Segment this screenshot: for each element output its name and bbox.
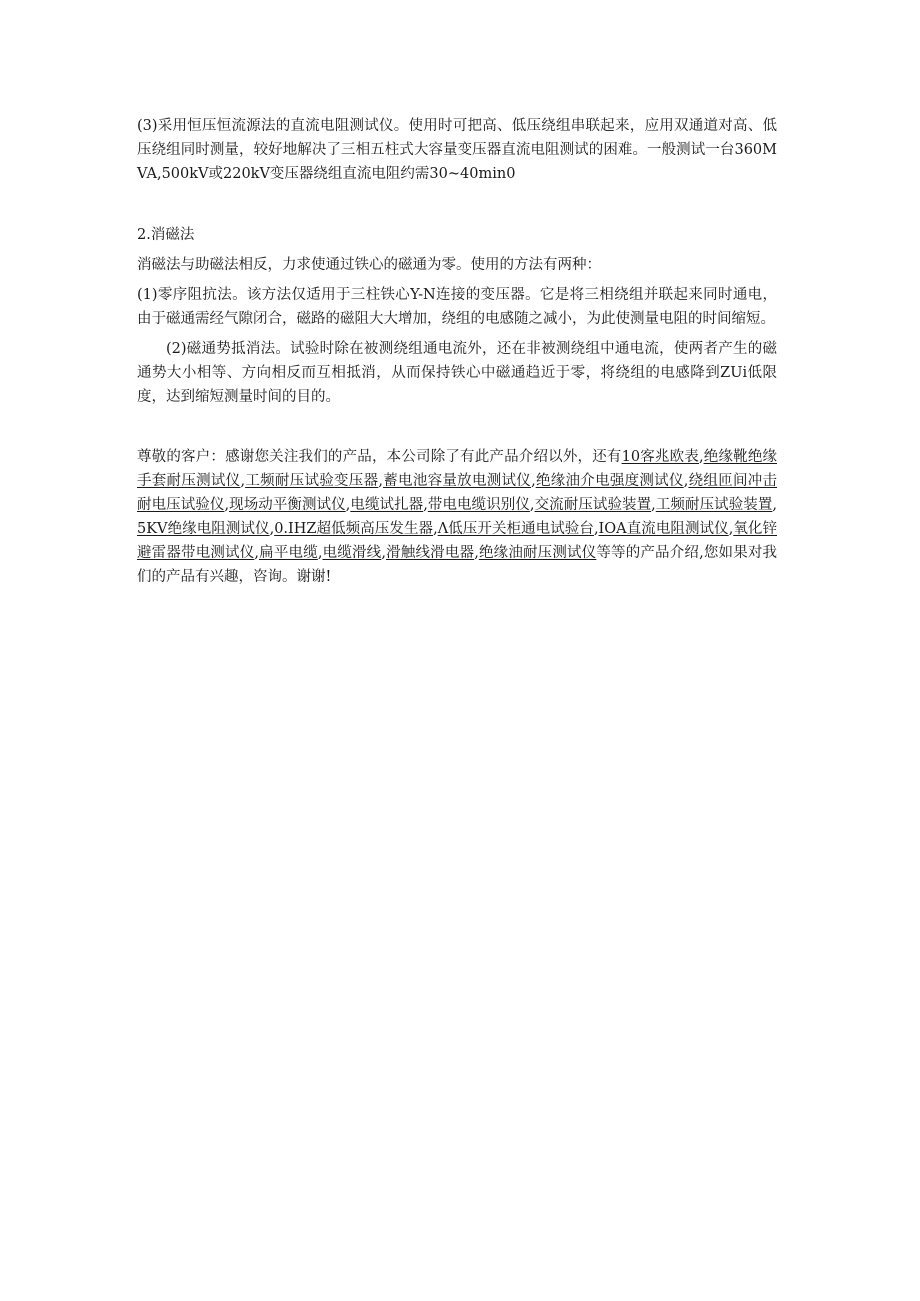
- separator: ,: [651, 497, 656, 513]
- product-link[interactable]: 绕组匝间冲击耐电压试验仪: [137, 473, 778, 513]
- product-link[interactable]: 0.IHZ超低频高压发生器: [274, 521, 434, 537]
- product-link[interactable]: Λ低压开关柜通电试验台: [437, 521, 594, 537]
- separator: ,: [772, 497, 778, 513]
- customer-note-prefix: 尊敬的客户：感谢您关注我们的产品，本公司除了有此产品介绍以外，还有: [137, 449, 622, 465]
- product-link[interactable]: 电缆试扎器: [350, 497, 424, 513]
- separator: ,: [728, 521, 734, 537]
- product-link[interactable]: 滑触线滑电器: [385, 545, 475, 561]
- product-link[interactable]: 氧化锌避雷器带电测试仪: [137, 521, 778, 561]
- product-link[interactable]: 10客兆欧表: [621, 449, 699, 465]
- customer-note: [137, 445, 777, 589]
- product-link[interactable]: IOA直流电阻测试仪: [598, 521, 729, 537]
- separator: ,: [224, 497, 230, 513]
- product-link[interactable]: 绝缘油介电强度测试仪: [535, 473, 684, 489]
- separator: ,: [423, 497, 428, 513]
- separator: ,: [269, 521, 275, 537]
- product-link[interactable]: 扁平电缆: [259, 545, 318, 561]
- spacer: [137, 186, 777, 223]
- product-link[interactable]: 蓄电池容量放电测试仪: [382, 473, 532, 489]
- separator: ,: [683, 473, 689, 489]
- product-link[interactable]: 交流耐压试验装置: [534, 497, 652, 513]
- paragraph-dc-resistance-method-3: (3)采用恒压恒流源法的直流电阻测试仪。使用时可把高、低压绕组串联起来，应用双通道对高、低压绕组同时测量，较好地解决了三相五柱式大容量变压器直流电阻测试的困难。一般测试一台360MVA,500kV或220kV变压器绕组直流电阻约需30~40min0: [137, 118, 777, 182]
- section-heading: 2.消磁法: [137, 227, 195, 243]
- product-link[interactable]: 工频耐压试验装置: [655, 497, 773, 513]
- separator: ,: [254, 545, 259, 561]
- product-link[interactable]: 带电电缆识别仪: [427, 497, 530, 513]
- product-link[interactable]: 工频耐压试验变压器: [245, 473, 379, 489]
- separator: ,: [698, 449, 704, 465]
- product-link[interactable]: 绝缘靴绝缘手套耐压测试仪: [137, 449, 778, 489]
- separator: ,: [345, 497, 351, 513]
- separator: ,: [593, 521, 599, 537]
- product-link[interactable]: 5KV绝缘电阻测试仪: [137, 521, 270, 537]
- customer-note-suffix: 等等的产品介绍,您如果对我们的产品有兴趣，咨询。谢谢!: [137, 545, 778, 585]
- separator: ,: [474, 545, 479, 561]
- document-page: [137, 114, 777, 589]
- separator: ,: [381, 545, 386, 561]
- paragraph-method-2: (2)磁通势抵消法。试验时除在被测绕组通电流外，还在非被测绕组中通电流，使两者产生的磁通势大小相等、方向相反而互相抵消，从而保持铁心中磁通趋近于零，将绕组的电感降到ZUi低限度，达到缩短测量时间的目的。: [137, 341, 777, 405]
- paragraph-intro: 消磁法与助磁法相反，力求使通过铁心的磁通为零。使用的方法有两种：: [137, 257, 601, 273]
- separator: ,: [433, 521, 438, 537]
- product-link[interactable]: 现场动平衡测试仪: [229, 497, 346, 513]
- paragraph-method-1: (1)零序阻抗法。该方法仅适用于三柱铁心Y-N连接的变压器。它是将三相绕组并联起来同时通电，由于磁通需经气隙闭合，磁路的磁阻大大增加，绕组的电感随之减小，为此使测量电阻的时间缩短。: [137, 287, 777, 327]
- product-link[interactable]: 电缆滑线: [322, 545, 382, 561]
- separator: ,: [240, 473, 246, 489]
- product-link[interactable]: 绝缘油耐压测试仪: [478, 545, 597, 561]
- separator: ,: [378, 473, 383, 489]
- separator: ,: [317, 545, 323, 561]
- separator: ,: [531, 473, 536, 489]
- separator: ,: [529, 497, 535, 513]
